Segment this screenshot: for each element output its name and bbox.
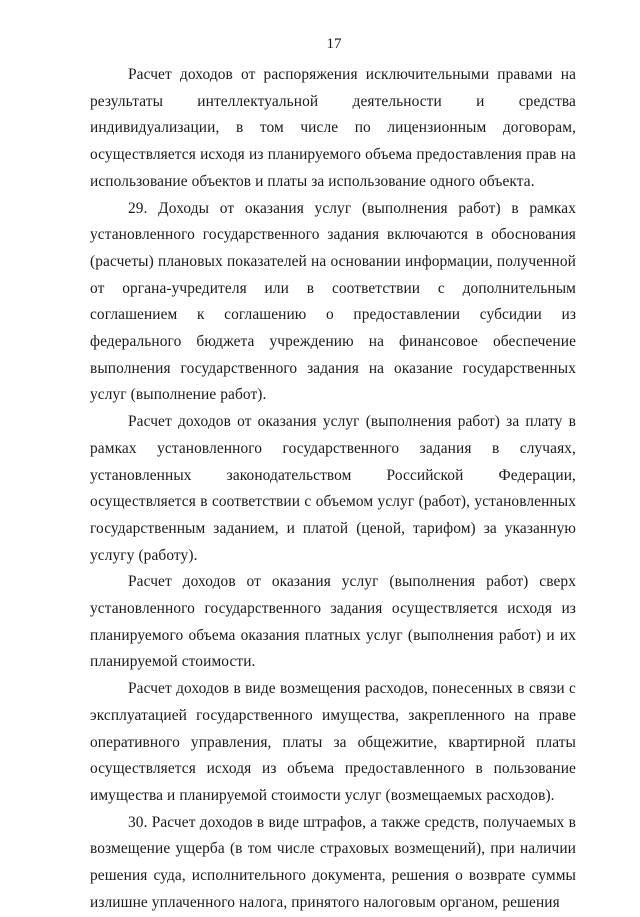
paragraph-29-state-assignment: 29. Доходы от оказания услуг (выполнения работ) в рамках установленного государственного задания включаются в обоснования (расчеты) плановых показателей на основании информации, полученной от органа-учредителя или в соответствии с дополнительным соглашением к соглашению о предоставлении субсидии из федерального бюджета учреждению на финансовое обеспечение выполнения государственного задания на оказание государственных услуг (выполнение работ).	[90, 199, 576, 404]
paragraph-services-beyond-assignment: Расчет доходов от оказания услуг (выполнения работ) сверх установленного государственного задания осуществляется исходя из планируемого объема оказания платных услуг (выполнения работ) и их планируемой стоимости.	[90, 573, 576, 671]
page-number: 17	[326, 36, 342, 52]
paragraph-license-income: Расчет доходов от распоряжения исключительными правами на результаты интеллектуальной деятельности и средства индивидуализации, в том числе по лицензионным договорам, осуществляется исходя из планируемого объема предоставления прав на использование объектов и платы за использование одного объекта.	[90, 66, 576, 190]
paragraph-paid-services-within-assignment: Расчет доходов от оказания услуг (выполнения работ) за плату в рамках установленного государственного задания в случаях, установленных законодательством Российской Федерации, осуществляется в соответствии с объемом услуг (работ), установленных государственным заданием, и платой (ценой, тарифом) за указанную услугу (работу).	[90, 413, 576, 564]
document-body	[90, 62, 576, 917]
paragraph-expense-reimbursement: Расчет доходов в виде возмещения расходов, понесенных в связи с эксплуатацией государственного имущества, закрепленного на праве оперативного управления, платы за общежитие, квартирной платы осуществляется исходя из объема предоставленного в пользование имущества и планируемой стоимости услуг (возмещаемых расходов).	[90, 680, 576, 804]
paragraph-30-fines: 30. Расчет доходов в виде штрафов, а также средств, получаемых в возмещение ущерба (в том числе страховых возмещений), при наличии решения суда, исполнительного документа, решения о возврате суммы излишне уплаченного налога, принятого налоговым органом, решения	[90, 813, 576, 911]
